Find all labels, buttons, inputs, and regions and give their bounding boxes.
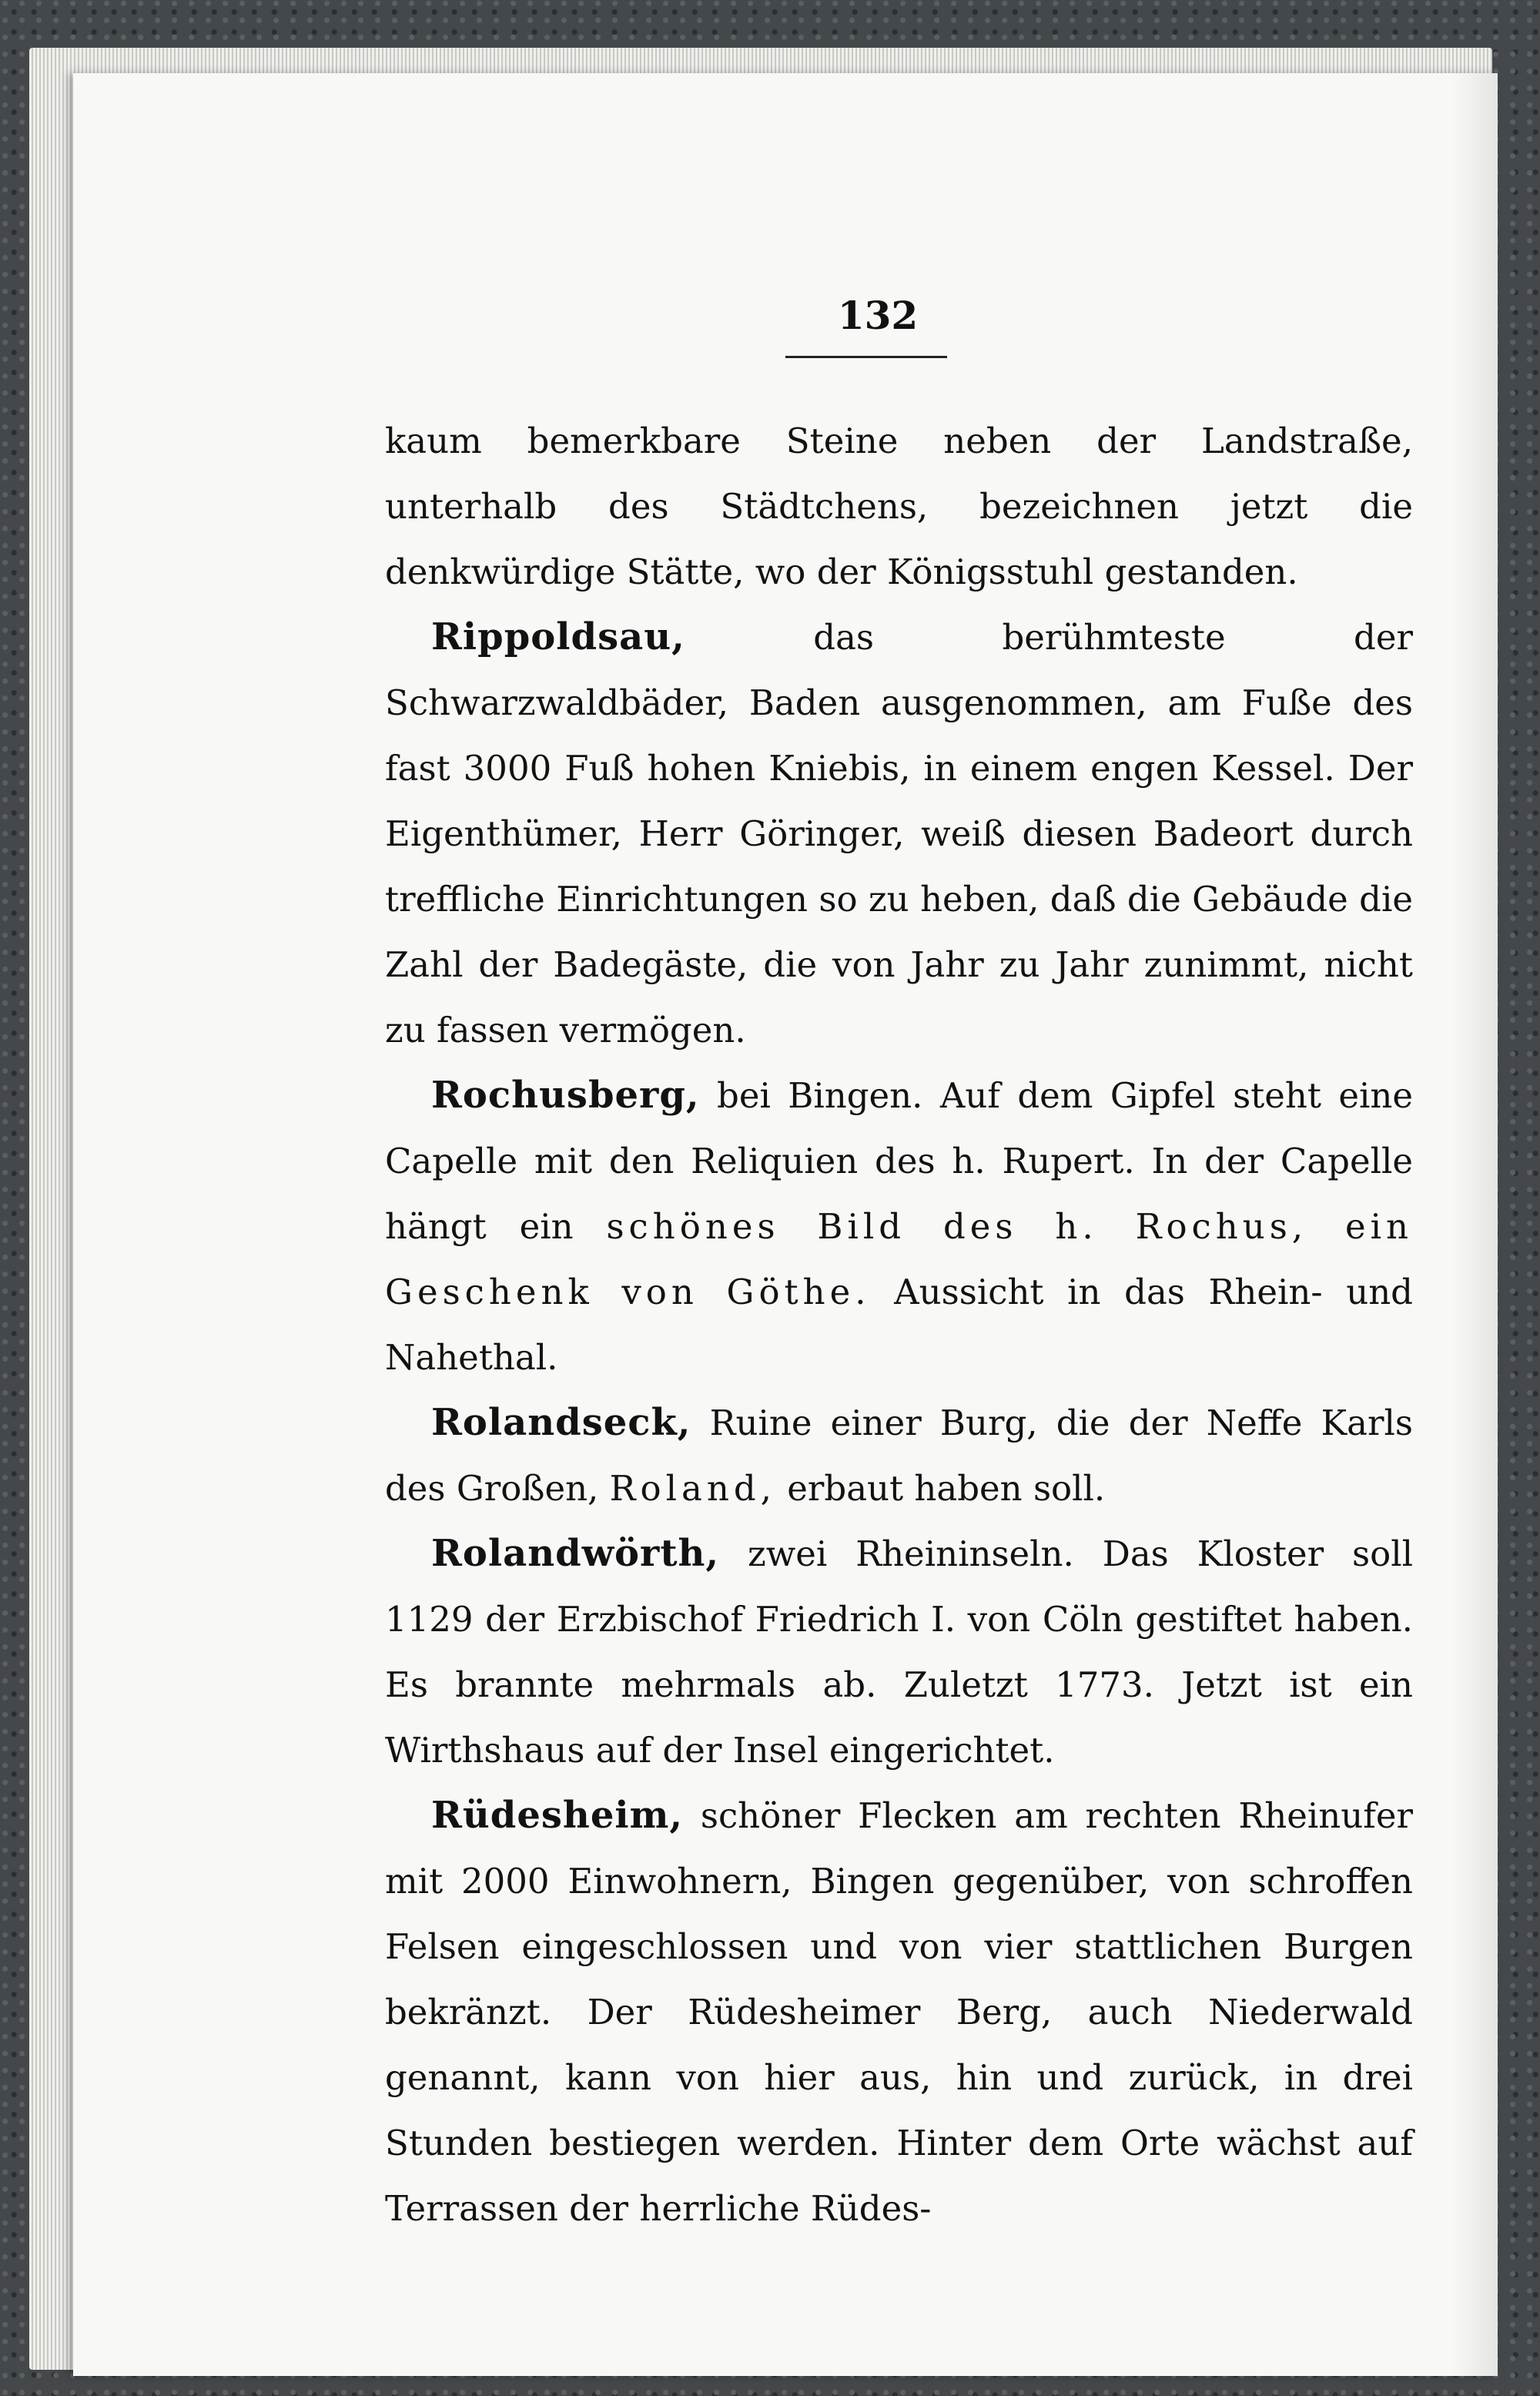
entry-rochusberg — [385, 1063, 1413, 1390]
entry-headword: Rüdesheim, — [431, 1794, 684, 1837]
page-number: 132 — [837, 293, 919, 338]
paragraph-continuation — [385, 408, 1413, 605]
entry-text: schöner Flecken am rechten Rheinufer mit 2000 Einwohnern, Bingen gegenüber, von schroffen Felsen eingeschlossen und von vier stattlichen Burgen bekränzt. Der Rüdesheimer Berg, auch Niederwald genannt, kann von hier aus, hin und zurück, in drei Stunden bestiegen werden. Hinter dem Orte wächst auf Terrassen der herrliche Rüdes- — [385, 1795, 1413, 2229]
entry-headword: Rippoldsau, — [431, 615, 685, 658]
entry-headword: Rolandwörth, — [431, 1532, 720, 1575]
entry-spaced-text: schönes Bild des h. Rochus, ein Geschenk von Göthe. — [385, 1206, 1413, 1312]
page-shadow — [1451, 73, 1498, 2376]
entry-text: Ruine einer Burg, die der Neffe Karls des Großen, — [385, 1402, 1413, 1509]
entry-rolandseck — [385, 1390, 1413, 1521]
entry-text: bei Bingen. Auf dem Gipfel steht eine Capelle mit den Reliquien des h. Rupert. In der Capelle hängt ein — [385, 1075, 1413, 1247]
entry-headword: Rolandseck, — [431, 1401, 691, 1444]
entry-text: zwei Rheininseln. Das Kloster soll 1129 der Erzbischof Friedrich I. von Cöln gestiftet haben. Es brannte mehrmals ab. Zuletzt 1773. Jetzt ist ein Wirthshaus auf der Insel eingerichtet. — [385, 1533, 1413, 1771]
entry-ruedesheim — [385, 1783, 1413, 2241]
page-number-rule — [785, 356, 947, 358]
entry-text: das berühmteste der Schwarzwaldbäder, Baden ausgenommen, am Fuße des fast 3000 Fuß hohen Kniebis, in einem engen Kessel. Der Eigenthümer, Herr Göringer, weiß diesen Badeort durch treffliche Einrichtungen so zu heben, daß die Gebäude die Zahl der Badegäste, die von Jahr zu Jahr zunimmt, nicht zu fassen vermögen. — [385, 617, 1413, 1051]
entry-headword: Rochusberg, — [431, 1074, 700, 1117]
entry-rippoldsau — [385, 605, 1413, 1063]
text-block — [385, 408, 1413, 2241]
entry-text-tail: erbaut haben soll. — [775, 1468, 1106, 1509]
entry-rolandwoerth — [385, 1521, 1413, 1783]
paragraph-text: kaum bemerkbare Steine neben der Landstraße, unterhalb des Städtchens, bezeichnen jetzt die denkwürdige Stätte, wo der Königsstuhl gestanden. — [385, 421, 1413, 592]
entry-text-tail: Aussicht in das Rhein- und Nahethal. — [385, 1272, 1413, 1378]
entry-spaced-text: Roland, — [609, 1468, 776, 1509]
